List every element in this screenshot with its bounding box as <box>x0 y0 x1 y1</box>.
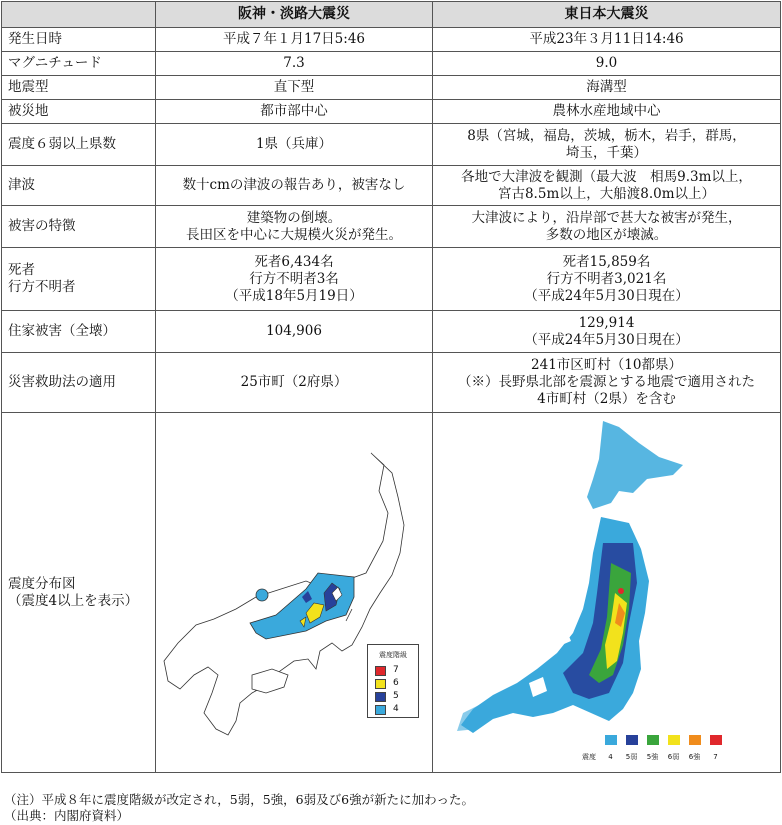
row-label: 震度６弱以上県数 <box>2 124 156 166</box>
comparison-table <box>1 1 781 773</box>
legend-swatch <box>375 666 386 676</box>
tohoku-cell: 129,914 （平成24年5月30日現在） <box>433 311 781 353</box>
tohoku-intensity-map <box>433 413 781 772</box>
row-label: 津波 <box>2 166 156 206</box>
table-row <box>2 100 781 124</box>
row-label: 住家被害（全壊） <box>2 311 156 353</box>
tohoku-cell: 大津波により，沿岸部で甚大な被害が発生， 多数の地区が壊滅。 <box>433 206 781 248</box>
hanshin-cell: 直下型 <box>156 76 433 100</box>
hanshin-cell: 数十cmの津波の報告あり，被害なし <box>156 166 433 206</box>
header-hanshin: 阪神・淡路大震災 <box>156 2 433 28</box>
row-label: 被災地 <box>2 100 156 124</box>
hanshin-cell: 建築物の倒壊。 長田区を中心に大規模火災が発生。 <box>156 206 433 248</box>
hanshin-legend <box>367 644 419 718</box>
tohoku-map-cell <box>433 413 781 773</box>
legend-swatch <box>375 679 386 689</box>
row-label: 災害救助法の適用 <box>2 353 156 413</box>
hanshin-map-cell <box>156 413 433 773</box>
row-label: 被害の特徴 <box>2 206 156 248</box>
legend-item: 4 <box>600 735 621 766</box>
hanshin-intensity-map <box>156 413 433 772</box>
table-row <box>2 311 781 353</box>
legend-item: 5 <box>368 690 418 703</box>
row-label: 震度分布図 （震度4以上を表示） <box>2 413 156 773</box>
legend-item: 6弱 <box>663 735 684 766</box>
row-label: 発生日時 <box>2 28 156 52</box>
table-row <box>2 166 781 206</box>
table-row <box>2 28 781 52</box>
hanshin-cell: 1県（兵庫） <box>156 124 433 166</box>
tohoku-cell: 8県（宮城，福島，茨城，栃木，岩手，群馬， 埼玉，千葉） <box>433 124 781 166</box>
legend-title: 震度階級 <box>379 651 407 659</box>
legend-item: 4 <box>368 703 418 716</box>
footnote: （注）平成８年に震度階級が改定され，5弱，5強，6弱及び6強が新たに加わった。 <box>4 792 474 807</box>
source-note: （出典：内閣府資料） <box>4 808 130 823</box>
table-body <box>2 28 781 773</box>
tohoku-cell: 海溝型 <box>433 76 781 100</box>
legend-swatch <box>375 692 386 702</box>
table-row <box>2 76 781 100</box>
legend-swatch <box>375 705 386 715</box>
table-row <box>2 52 781 76</box>
tohoku-legend <box>582 735 726 766</box>
row-label: マグニチュード <box>2 52 156 76</box>
tohoku-cell: 平成23年３月11日14:46 <box>433 28 781 52</box>
legend-item: 6強 <box>684 735 705 766</box>
row-label: 地震型 <box>2 76 156 100</box>
hanshin-cell: 7.3 <box>156 52 433 76</box>
tohoku-cell: 9.0 <box>433 52 781 76</box>
legend-item: 5強 <box>642 735 663 766</box>
table-row <box>2 248 781 311</box>
intensity-4-area <box>256 589 268 601</box>
legend-title: 震度 <box>582 753 596 761</box>
hanshin-cell: 104,906 <box>156 311 433 353</box>
legend-item: 6 <box>368 677 418 690</box>
footnotes <box>4 792 474 824</box>
header-blank <box>2 2 156 28</box>
table-row <box>2 353 781 413</box>
legend-item: 5弱 <box>621 735 642 766</box>
hanshin-cell: 25市町（2府県） <box>156 353 433 413</box>
tohoku-cell: 241市区町村（10都県） （※）長野県北部を震源とする地震で適用された 4市町村（2県）を含む <box>433 353 781 413</box>
hanshin-cell: 平成７年１月17日5:46 <box>156 28 433 52</box>
tohoku-cell: 死者15,859名 行方不明者3,021名 （平成24年5月30日現在） <box>433 248 781 311</box>
tohoku-cell: 農林水産地域中心 <box>433 100 781 124</box>
legend-item: 7 <box>705 735 726 766</box>
map-row <box>2 413 781 773</box>
legend-item: 7 <box>368 664 418 677</box>
hanshin-cell: 死者6,434名 行方不明者3名 （平成18年5月19日） <box>156 248 433 311</box>
intensity-7-area <box>618 588 624 594</box>
hanshin-cell: 都市部中心 <box>156 100 433 124</box>
header-tohoku: 東日本大震災 <box>433 2 781 28</box>
tohoku-cell: 各地で大津波を観測（最大波 相馬9.3m以上， 宮古8.5m以上，大船渡8.0m以上） <box>433 166 781 206</box>
header-row <box>2 2 781 28</box>
row-label: 死者 行方不明者 <box>2 248 156 311</box>
table-row <box>2 206 781 248</box>
table-row <box>2 124 781 166</box>
